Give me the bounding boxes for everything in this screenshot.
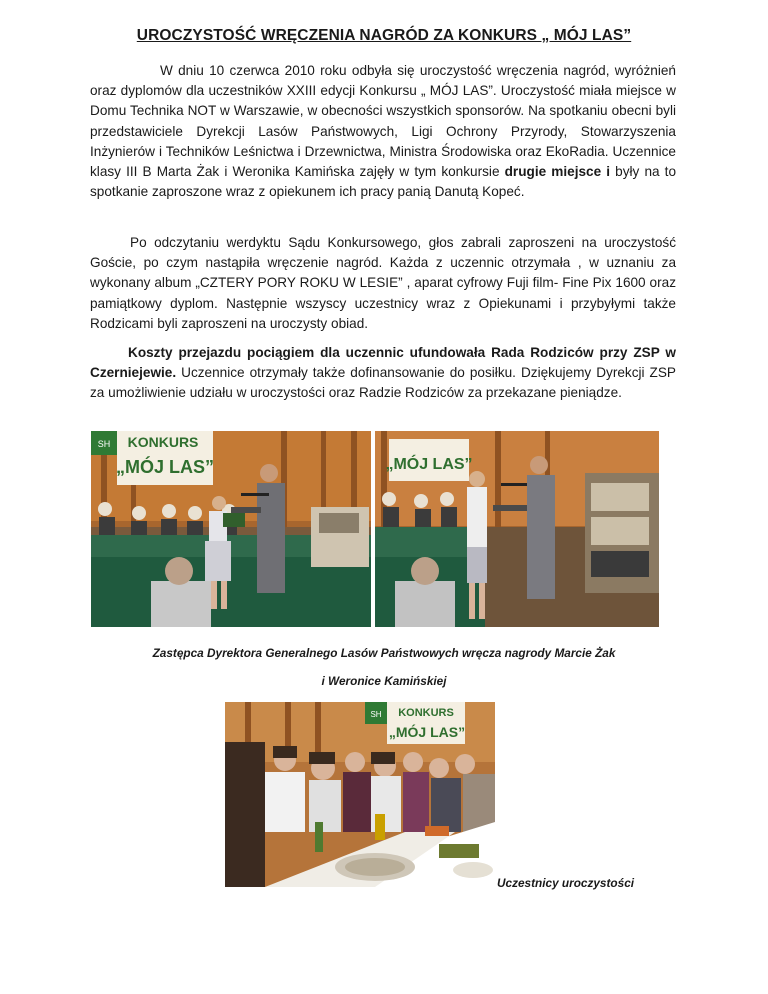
document-title: UROCZYSTOŚĆ WRĘCZENIA NAGRÓD ZA KONKURS „ MÓJ LAS”: [136, 27, 632, 44]
banner-text-konkurs-3: KONKURS: [398, 707, 454, 719]
banner-logo-3: SH: [370, 710, 382, 719]
paragraph-2-text: Po odczytaniu werdyktu Sądu Konkursowego, głos zabrali zaproszeni na uroczystość Goście, po czym nastąpiła wręczenie nagród. Każda z uczennic otrzymała , w uznaniu za wykonany album „CZTERY PORY ROKU W LESIE” , aparat cyfrowy Fuji film- Fine Pix 1600 oraz pamiątkowy dyplom. Następnie wszyscy uczestnicy wraz z Opiekunami i przybyłymi także Rodzicami byli zaproszeni na uroczysty obiad.: [90, 235, 676, 331]
paragraph-1-bold: drugie miejsce i: [504, 164, 611, 180]
banner-text-mojlas: „MÓJ LAS”: [115, 457, 215, 477]
photo-caption-2: Uczestnicy uroczystości: [497, 876, 635, 890]
paragraph-1-text-end: były na to spotkanie zaproszone wraz z opiekunem ich pracy panią Danutą Kopeć.: [90, 164, 677, 200]
paragraph-2: [90, 233, 676, 334]
photo-caption-1-line-2: i Weronice Kamińskiej: [321, 674, 447, 688]
banner-text-mojlas-2: „MÓJ LAS”: [385, 456, 473, 473]
paragraph-1: [90, 61, 676, 202]
dinner-photo: [225, 702, 495, 887]
photo-caption-1: Zastępca Dyrektora Generalnego Lasów Państwowych wręcza nagrody Marcie Żak: [152, 646, 616, 660]
banner-text-mojlas-3: „MÓJ LAS”: [388, 724, 466, 740]
paragraph-3-text: Uczennice otrzymały także dofinansowanie do posiłku. Dziękujemy Dyrekcji ZSP za umożliwienie udziału w uroczystości oraz Radzie Rodziców za przekazane pieniądze.: [90, 365, 676, 401]
award-photo-2: [375, 431, 659, 627]
paragraph-3-bold: Koszty przejazdu pociągiem dla uczennic ufundowała Rada Rodziców przy ZSP w Czerniejewie.: [90, 345, 676, 381]
paragraph-3: [90, 343, 676, 404]
award-photo-1: [91, 431, 371, 627]
banner-text-konkurs: KONKURS: [127, 434, 199, 450]
banner-logo: SH: [97, 439, 111, 449]
paragraph-1-text: W dniu 10 czerwca 2010 roku odbyła się uroczystość wręczenia nagród, wyróżnień oraz dyplomów dla uczestników XXIII edycji Konkursu „ MÓJ LAS”. Uroczystość miała miejsce w Domu Technika NOT w Warszawie, w obecności wszystkich sponsorów. Na spotkaniu obecni byli przedstawiciele Dyrekcji Lasów Państwowych, Ligi Ochrony Przyrody, Stowarzyszenia Inżynierów i Techników Leśnictwa i Drzewnictwa, Ministra Środowiska oraz EkoRadia. Uczennice klasy III B Marta Żak i Weronika Kamińska zajęły w tym konkursie: [90, 63, 676, 180]
